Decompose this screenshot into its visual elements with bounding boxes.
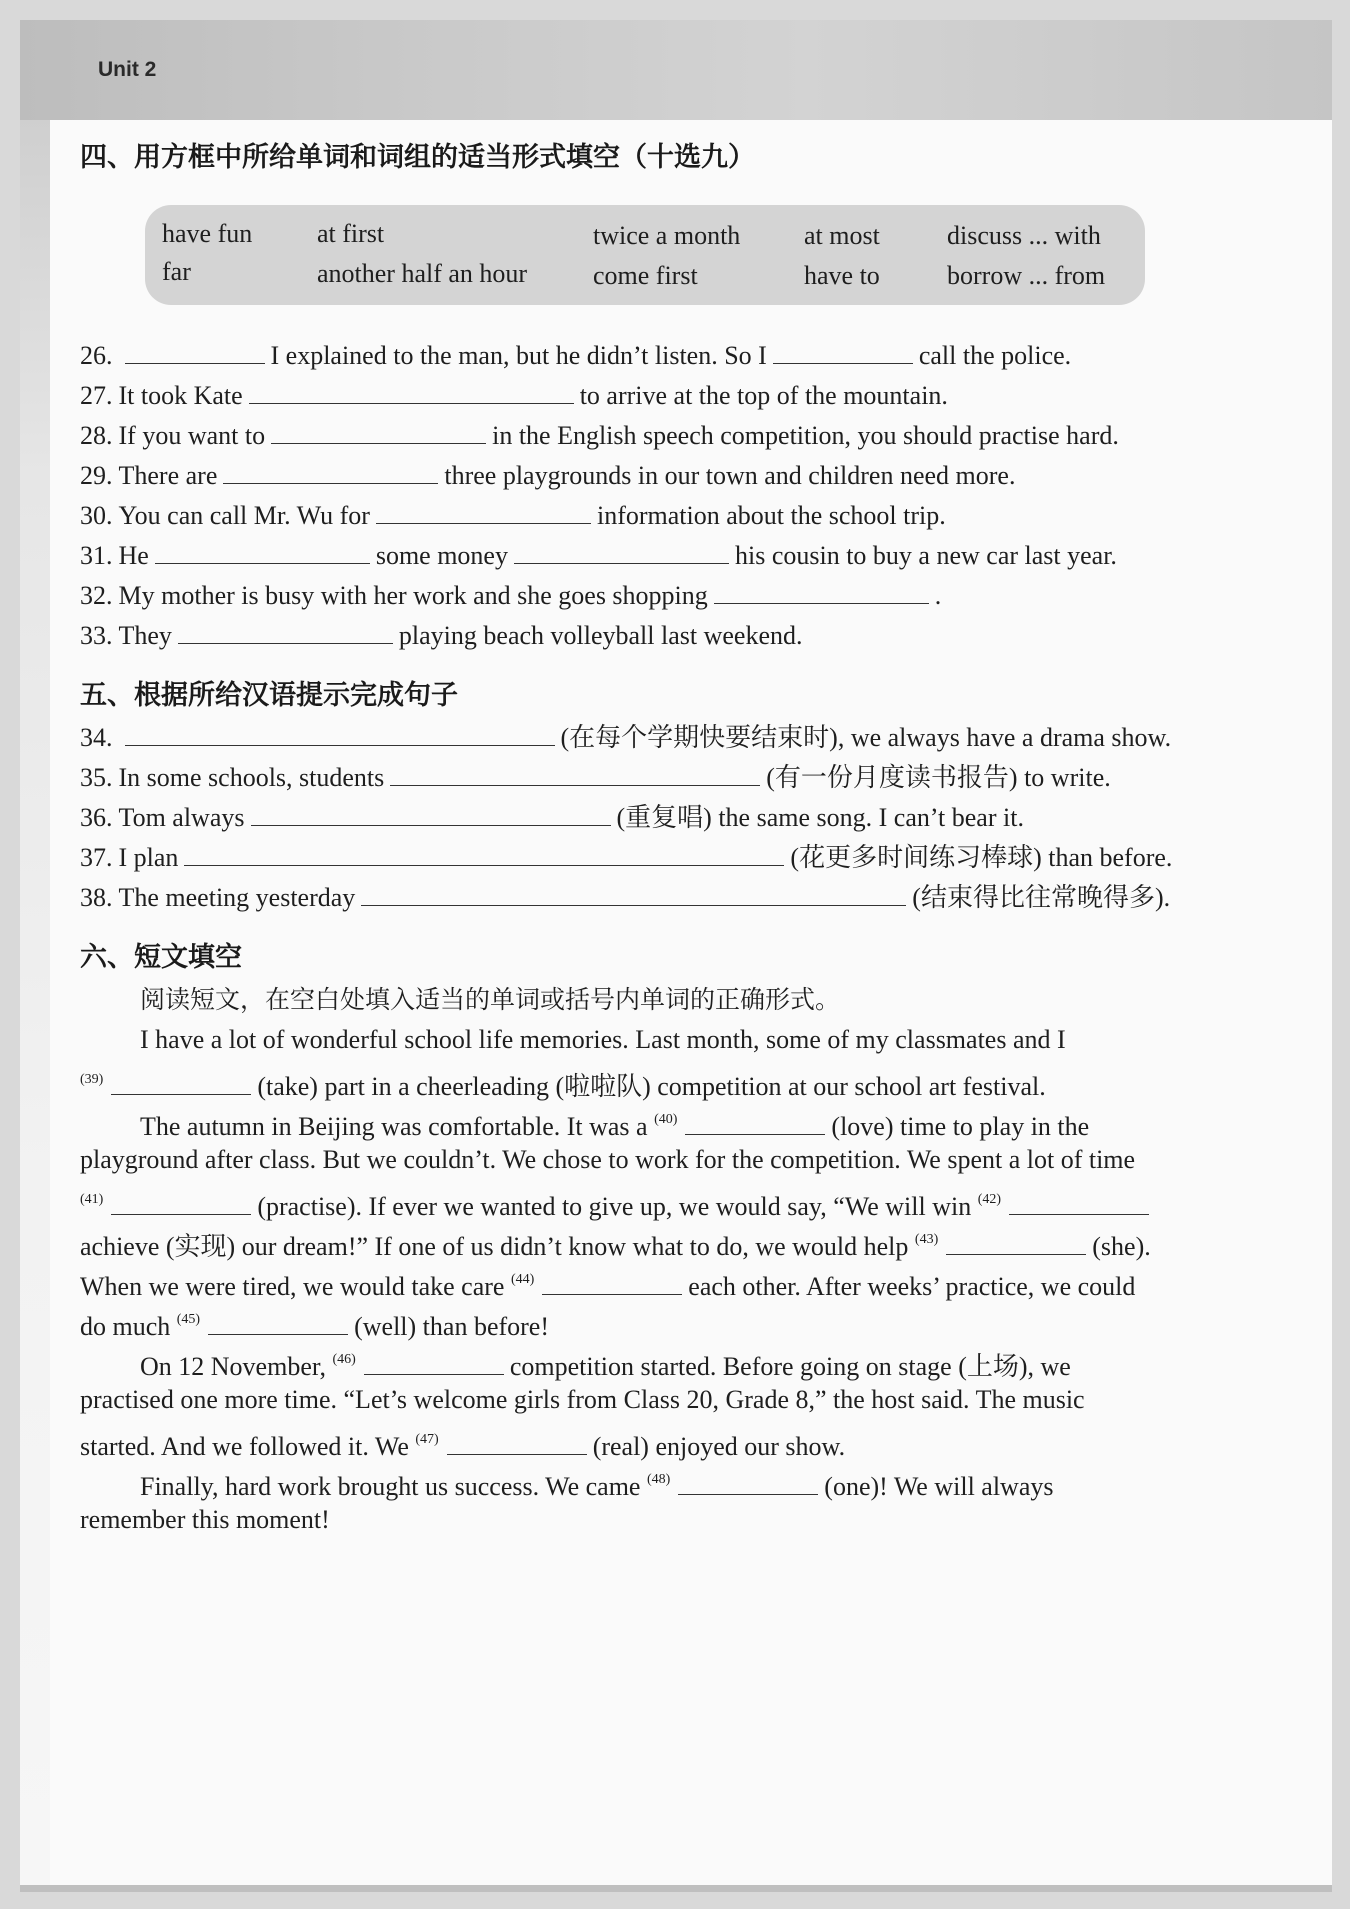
answer-blank[interactable]	[390, 763, 760, 786]
answer-blank-45[interactable]	[208, 1312, 348, 1335]
answer-blank[interactable]	[178, 621, 393, 644]
answer-blank-41[interactable]	[111, 1192, 251, 1215]
answer-blank-39[interactable]	[111, 1072, 251, 1095]
answer-blank-46[interactable]	[364, 1352, 504, 1375]
question-33: 33. They playing beach volleyball last weekend.	[80, 621, 803, 650]
word-option: borrow ... from	[947, 261, 1106, 290]
question-31: 31. He some money his cousin to buy a new car last year.	[80, 541, 1117, 570]
passage-line: I have a lot of wonderful school life memories. Last month, some of my classmates and I	[140, 1025, 1066, 1054]
bottom-edge	[20, 1885, 1332, 1892]
answer-blank-44[interactable]	[542, 1272, 682, 1295]
answer-blank[interactable]	[184, 843, 784, 866]
passage-line: achieve (实现) our dream!” If one of us didn’t know what to do, we would help $^{(43)}$ (she).	[80, 1232, 1151, 1261]
word-option: far	[162, 257, 191, 286]
question-36: 36. Tom always (重复唱) the same song. I can’t bear it.	[80, 803, 1024, 832]
passage-line: The autumn in Beijing was comfortable. It was a $^{(40)}$ (love) time to play in the	[140, 1112, 1090, 1141]
answer-blank-43[interactable]	[946, 1232, 1086, 1255]
word-option: at first	[317, 219, 385, 248]
answer-blank[interactable]	[155, 541, 370, 564]
answer-blank[interactable]	[376, 501, 591, 524]
answer-blank[interactable]	[249, 381, 574, 404]
passage-line: When we were tired, we would take care $^{(44)}$ each other. After weeks’ practice, we could	[80, 1272, 1136, 1301]
question-32: 32. My mother is busy with her work and she goes shopping .	[80, 581, 942, 610]
section-6-title: 六、短文填空	[80, 942, 242, 973]
question-28: 28. If you want to in the English speech competition, you should practise hard.	[80, 421, 1119, 450]
passage-line: remember this moment!	[80, 1505, 330, 1534]
answer-blank-48[interactable]	[678, 1472, 818, 1495]
question-34: 34. (在每个学期快要结束时), we always have a drama show.	[80, 723, 1172, 752]
answer-blank-40[interactable]	[685, 1112, 825, 1135]
unit-label: Unit 2	[98, 58, 157, 81]
answer-blank[interactable]	[714, 581, 929, 604]
answer-blank[interactable]	[271, 421, 486, 444]
answer-blank[interactable]	[223, 461, 438, 484]
answer-blank[interactable]	[773, 341, 913, 364]
question-38: 38. The meeting yesterday (结束得比往常晚得多).	[80, 883, 1171, 912]
answer-blank-42[interactable]	[1009, 1192, 1149, 1215]
passage-line: $^{(41)}$ (practise). If ever we wanted to give up, we would say, “We will win $^{(42)}$	[80, 1184, 1155, 1223]
passage-line: $^{(39)}$ (take) part in a cheerleading (啦啦队) competition at our school art festival.	[80, 1072, 1046, 1101]
word-option: twice a month	[593, 221, 741, 250]
question-37: 37. I plan (花更多时间练习棒球) than before.	[80, 843, 1173, 872]
passage-line: practised one more time. “Let’s welcome girls from Class 20, Grade 8,” the host said. The music	[80, 1385, 1085, 1414]
answer-blank[interactable]	[514, 541, 729, 564]
left-band	[20, 120, 50, 1892]
section-4-title: 四、用方框中所给单词和词组的适当形式填空（十选九）	[80, 142, 755, 173]
passage-line: do much $^{(45)}$ (well) than before!	[80, 1312, 549, 1341]
question-35: 35. In some schools, students (有一份月度读书报告) to write.	[80, 763, 1111, 792]
word-option: another half an hour	[317, 259, 528, 288]
question-26: 26. I explained to the man, but he didn’t listen. So I call the police.	[80, 341, 1072, 370]
passage-line: playground after class. But we couldn’t. We chose to work for the competition. We spent a lot of time	[80, 1145, 1136, 1174]
passage-line: On 12 November, $^{(46)}$ competition started. Before going on stage (上场), we	[140, 1352, 1071, 1381]
question-30: 30. You can call Mr. Wu for information about the school trip.	[80, 501, 946, 530]
instruction: 阅读短文，在空白处填入适当的单词或括号内单词的正确形式。	[140, 985, 841, 1014]
passage-line: Finally, hard work brought us success. We came $^{(48)}$ (one)! We will always	[140, 1472, 1054, 1501]
top-band	[20, 20, 1332, 120]
answer-blank[interactable]	[125, 341, 265, 364]
answer-blank[interactable]	[125, 723, 555, 746]
word-option: at most	[804, 221, 880, 250]
word-option: have fun	[162, 219, 253, 248]
answer-blank[interactable]	[361, 883, 906, 906]
word-option: have to	[804, 261, 880, 290]
question-29: 29. There are three playgrounds in our town and children need more.	[80, 461, 1016, 490]
word-option: discuss ... with	[947, 221, 1101, 250]
question-27: 27. It took Kate to arrive at the top of the mountain.	[80, 381, 948, 410]
passage-line: started. And we followed it. We $^{(47)}$ (real) enjoyed our show.	[80, 1432, 846, 1461]
answer-blank-47[interactable]	[447, 1432, 587, 1455]
word-box	[145, 205, 1145, 305]
answer-blank[interactable]	[251, 803, 611, 826]
word-option: come first	[593, 261, 698, 290]
section-5-title: 五、根据所给汉语提示完成句子	[80, 680, 458, 711]
